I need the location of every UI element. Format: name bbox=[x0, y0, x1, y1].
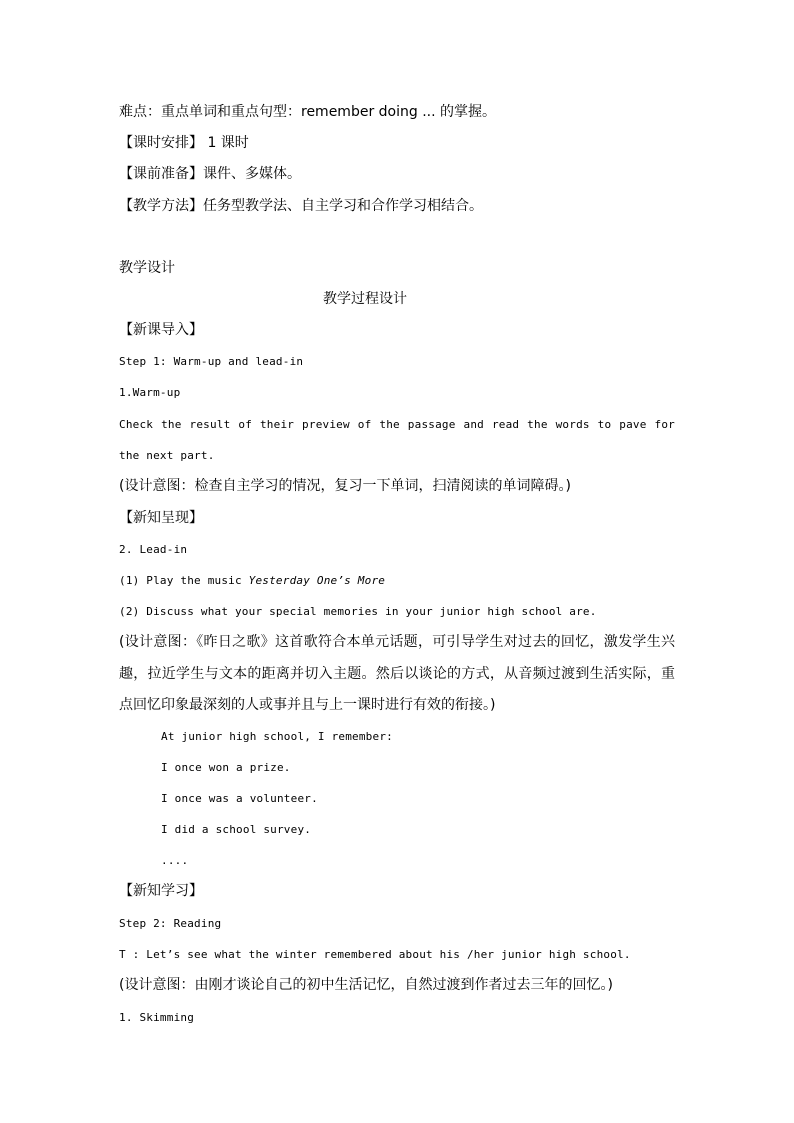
skimming-heading: 1. Skimming bbox=[119, 1011, 195, 1024]
design-intent-note: (设计意图：由刚才谈论自己的初中生活记忆，自然过渡到作者过去三年的回忆。) bbox=[119, 977, 613, 993]
step-1-heading: Step 1: Warm-up and lead-in bbox=[119, 355, 304, 368]
example-line: .... bbox=[161, 854, 189, 867]
design-intent-note: 点回忆印象最深刻的人或事并且与上一课时进行有效的衔接。) bbox=[119, 697, 496, 713]
example-line: At junior high school, I remember: bbox=[161, 730, 393, 743]
lead-in-heading: 2. Lead-in bbox=[119, 543, 188, 556]
preparation-line: 【课前准备】课件、多媒体。 bbox=[119, 166, 301, 182]
class-hours-line: 【课时安排】 1 课时 bbox=[119, 135, 249, 151]
warm-up-heading: 1.Warm-up bbox=[119, 386, 181, 399]
list-item: (2) Discuss what your special memories in your junior high school are. bbox=[119, 605, 597, 618]
list-item bbox=[119, 571, 385, 591]
new-knowledge-heading: 【新知呈现】 bbox=[119, 510, 203, 526]
teacher-line: T : Let’s see what the winter remembered about his /her junior high school. bbox=[119, 948, 631, 961]
design-intent-note: 趣，拉近学生与文本的距离并切入主题。然后以谈论的方式，从音频过渡到生活实际，重 bbox=[119, 666, 675, 682]
song-title: Yesterday One’s More bbox=[248, 574, 386, 587]
new-learning-heading: 【新知学习】 bbox=[119, 883, 203, 899]
design-intent-note: (设计意图：《昨日之歌》这首歌符合本单元话题，可引导学生对过去的回忆，激发学生兴 bbox=[119, 634, 675, 650]
example-line: I did a school survey. bbox=[161, 823, 312, 836]
list-item-text: (1) Play the music bbox=[119, 574, 242, 587]
example-line: I once was a volunteer. bbox=[161, 792, 318, 805]
section-heading: 教学设计 bbox=[119, 260, 175, 276]
design-intent-note: (设计意图：检查自主学习的情况，复习一下单词，扫清阅读的单词障碍。) bbox=[119, 478, 571, 494]
example-line: I once won a prize. bbox=[161, 761, 291, 774]
paragraph-line: the next part. bbox=[119, 449, 215, 462]
new-lesson-heading: 【新课导入】 bbox=[119, 322, 203, 338]
teaching-method-line: 【教学方法】任务型教学法、自主学习和合作学习相结合。 bbox=[119, 198, 483, 214]
step-2-heading: Step 2: Reading bbox=[119, 917, 222, 930]
paragraph-line: Check the result of their preview of the passage and read the words to pave for bbox=[119, 418, 675, 431]
page-title: 教学过程设计 bbox=[323, 291, 407, 307]
difficulty-line: 难点：重点单词和重点句型：remember doing ... 的掌握。 bbox=[119, 104, 497, 120]
